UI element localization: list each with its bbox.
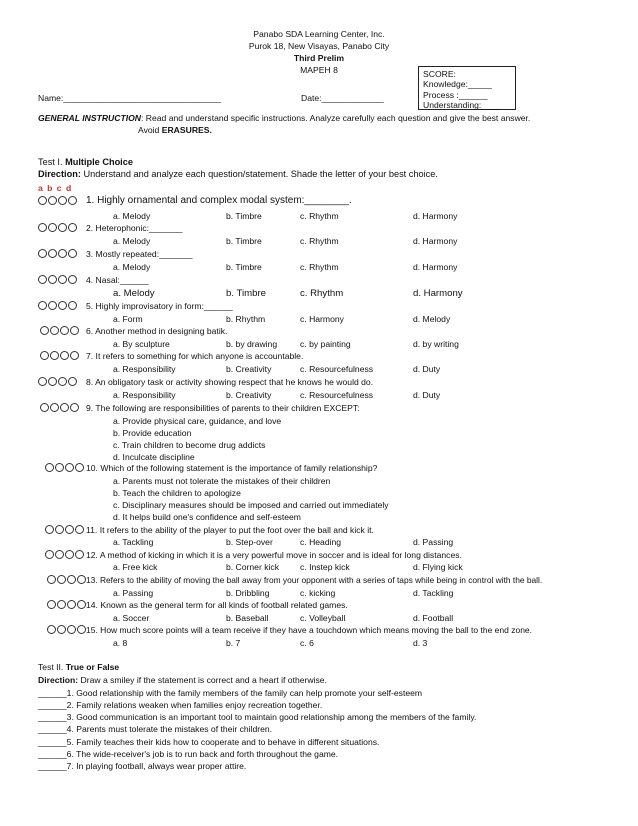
q14-choice-c: c. Volleyball bbox=[300, 613, 346, 623]
bubble-c[interactable] bbox=[65, 525, 74, 534]
q7-choice-d: d. Duty bbox=[413, 364, 441, 374]
q10-choice-b: b. Teach the children to apologize bbox=[113, 488, 241, 498]
bubble-a[interactable] bbox=[40, 403, 49, 412]
bubble-a[interactable] bbox=[38, 249, 47, 258]
answer-bubbles-4[interactable] bbox=[38, 275, 77, 284]
q7-choice-c: c. Resourcefulness bbox=[300, 364, 374, 374]
q3-choice-b: b. Timbre bbox=[226, 262, 262, 272]
question-15: 15. How much score points will a team receive if they have a touchdown which means moving the ball to the end zone. bbox=[86, 625, 533, 635]
bubble-a[interactable] bbox=[38, 196, 47, 205]
answer-bubbles-7[interactable] bbox=[40, 351, 79, 360]
test1-prefix: Test I. bbox=[38, 157, 66, 167]
question-6: 6. Another method in designing batik. bbox=[86, 326, 228, 336]
bubble-a[interactable] bbox=[40, 351, 49, 360]
q10-choice-a: a. Parents must not tolerate the mistakes of their children bbox=[113, 476, 331, 486]
school-address: Purok 18, New Visayas, Panabo City bbox=[248, 41, 390, 51]
answer-bubbles-3[interactable] bbox=[38, 249, 77, 258]
q14-choice-a: a. Soccer bbox=[113, 613, 150, 623]
answer-bubbles-15[interactable] bbox=[47, 625, 86, 634]
q15-choice-a: a. 8 bbox=[113, 638, 128, 648]
q6-choice-a: a. By sculpture bbox=[113, 339, 170, 349]
bubble-c[interactable] bbox=[65, 463, 74, 472]
bubble-d[interactable] bbox=[68, 223, 77, 232]
bubble-d[interactable] bbox=[70, 351, 79, 360]
bubble-c[interactable] bbox=[60, 326, 69, 335]
bubble-d[interactable] bbox=[77, 600, 86, 609]
q12-choice-b: b. Corner kick bbox=[226, 562, 280, 572]
q5-choice-c: c. Harmony bbox=[300, 314, 344, 324]
bubble-d[interactable] bbox=[68, 249, 77, 258]
bubble-b[interactable] bbox=[55, 525, 64, 534]
test1-direction-label: Direction: bbox=[38, 169, 81, 179]
test2-title: True or False bbox=[65, 662, 120, 672]
test1-direction-text: Understand and analyze each question/statement. Shade the letter of your best choice. bbox=[80, 169, 438, 179]
bubble-b[interactable] bbox=[48, 275, 57, 284]
q11-choice-a: a. Tackling bbox=[113, 537, 154, 547]
tf-item-7: ______7. In playing football, always wear proper attire. bbox=[38, 761, 247, 771]
bubble-a[interactable] bbox=[38, 275, 47, 284]
avoid-text: Avoid bbox=[138, 125, 162, 135]
q2-choice-c: c. Rhythm bbox=[300, 236, 339, 246]
bubble-c[interactable] bbox=[58, 223, 67, 232]
erasures-text: ERASURES. bbox=[161, 125, 212, 135]
q7-choice-a: a. Responsibility bbox=[113, 364, 176, 374]
bubble-d[interactable] bbox=[75, 463, 84, 472]
q1-choice-b: b. Timbre bbox=[226, 211, 262, 221]
answer-bubbles-9[interactable] bbox=[40, 403, 79, 412]
q6-choice-b: b. by drawing bbox=[226, 339, 278, 349]
bubble-b[interactable] bbox=[57, 600, 66, 609]
q15-choice-c: c. 6 bbox=[300, 638, 314, 648]
q9-choice-a: a. Provide physical care, guidance, and love bbox=[113, 416, 282, 426]
q8-choice-a: a. Responsibility bbox=[113, 390, 176, 400]
q6-choice-c: c. by painting bbox=[300, 339, 351, 349]
answer-bubbles-11[interactable] bbox=[45, 525, 84, 534]
tf-item-3: ______3. Good communication is an important tool to maintain good relationship among the members of the family. bbox=[38, 712, 477, 722]
answer-bubbles-12[interactable] bbox=[45, 550, 84, 559]
q7-choice-b: b. Creativity bbox=[226, 364, 272, 374]
bubble-a[interactable] bbox=[45, 463, 54, 472]
answer-letters: a b c d bbox=[38, 183, 72, 193]
bubble-d[interactable] bbox=[68, 301, 77, 310]
bubble-c[interactable] bbox=[58, 196, 67, 205]
bubble-a[interactable] bbox=[47, 600, 56, 609]
answer-bubbles-1[interactable] bbox=[38, 196, 77, 205]
score-box bbox=[418, 66, 516, 110]
q5-choice-a: a. Form bbox=[113, 314, 143, 324]
q12-choice-a: a. Free kick bbox=[113, 562, 158, 572]
subject-title: MAPEH 8 bbox=[300, 65, 338, 75]
bubble-b[interactable] bbox=[50, 403, 59, 412]
test2-direction bbox=[38, 675, 327, 685]
bubble-c[interactable] bbox=[67, 625, 76, 634]
q4-choice-c: c. Rhythm bbox=[300, 288, 344, 299]
bubble-c[interactable] bbox=[58, 275, 67, 284]
question-3: 3. Mostly repeated:_______ bbox=[86, 249, 193, 259]
bubble-d[interactable] bbox=[75, 525, 84, 534]
q9-choice-c: c. Train children to become drug addicts bbox=[113, 440, 266, 450]
bubble-a[interactable] bbox=[40, 326, 49, 335]
bubble-d[interactable] bbox=[70, 403, 79, 412]
q11-choice-b: b. Step-over bbox=[226, 537, 273, 547]
avoid-line bbox=[138, 125, 212, 135]
q14-choice-d: d. Football bbox=[413, 613, 454, 623]
q15-choice-b: b. 7 bbox=[226, 638, 241, 648]
q12-choice-c: c. Instep kick bbox=[300, 562, 350, 572]
general-instruction-label: GENERAL INSTRUCTION bbox=[38, 113, 141, 123]
answer-bubbles-14[interactable] bbox=[47, 600, 86, 609]
bubble-b[interactable] bbox=[48, 301, 57, 310]
score-process: Process :______ bbox=[423, 89, 488, 100]
q3-choice-d: d. Harmony bbox=[413, 262, 458, 272]
bubble-d[interactable] bbox=[68, 196, 77, 205]
q2-choice-a: a. Melody bbox=[113, 236, 151, 246]
question-5: 5. Highly improvisatory in form:______ bbox=[86, 301, 233, 311]
q1-choice-a: a. Melody bbox=[113, 211, 151, 221]
test2-direction-label: Direction: bbox=[38, 675, 79, 685]
bubble-c[interactable] bbox=[58, 249, 67, 258]
bubble-a[interactable] bbox=[45, 525, 54, 534]
bubble-c[interactable] bbox=[58, 301, 67, 310]
bubble-d[interactable] bbox=[75, 550, 84, 559]
q4-choice-d: d. Harmony bbox=[413, 288, 463, 299]
q4-choice-b: b. Timbre bbox=[226, 288, 266, 299]
q2-choice-b: b. Timbre bbox=[226, 236, 262, 246]
question-14: 14. Known as the general term for all kinds of football related games. bbox=[86, 600, 348, 610]
tf-item-4: ______4. Parents must tolerate the mistakes of their children. bbox=[38, 724, 273, 734]
question-7: 7. It refers to something for which anyone is accountable. bbox=[86, 351, 304, 361]
answer-bubbles-6[interactable] bbox=[40, 326, 79, 335]
test2-prefix: Test II. bbox=[38, 662, 66, 672]
name-field[interactable]: Name:_________________________________ bbox=[38, 93, 222, 103]
bubble-b[interactable] bbox=[48, 196, 57, 205]
bubble-b[interactable] bbox=[50, 351, 59, 360]
general-instruction bbox=[38, 113, 530, 123]
q10-choice-d: d. It helps build one's confidence and self-esteem bbox=[113, 512, 301, 522]
bubble-b[interactable] bbox=[50, 326, 59, 335]
q3-choice-a: a. Melody bbox=[113, 262, 151, 272]
q9-choice-d: d. Inculcate discipline bbox=[113, 452, 195, 462]
q9-choice-b: b. Provide education bbox=[113, 428, 192, 438]
question-2: 2. Heterophonic:_______ bbox=[86, 223, 183, 233]
score-title: SCORE: bbox=[423, 69, 456, 79]
tf-item-2: ______2. Family relations weaken when families enjoy recreation together. bbox=[38, 700, 323, 710]
date-field[interactable]: Date:_____________ bbox=[301, 93, 384, 103]
school-name: Panabo SDA Learning Center, Inc. bbox=[253, 29, 385, 39]
q13-choice-d: d. Tackling bbox=[413, 588, 454, 598]
answer-bubbles-2[interactable] bbox=[38, 223, 77, 232]
q14-choice-b: b. Baseball bbox=[226, 613, 269, 623]
bubble-a[interactable] bbox=[38, 301, 47, 310]
tf-item-6: ______6. The wide-receiver's job is to run back and forth throughout the game. bbox=[38, 749, 339, 759]
general-instruction-text: : Read and understand specific instructions. Analyze carefully each question and give the best answer. bbox=[140, 113, 531, 123]
q8-choice-c: c. Resourcefulness bbox=[300, 390, 374, 400]
score-understanding: Understanding:____ bbox=[423, 100, 501, 111]
bubble-d[interactable] bbox=[68, 275, 77, 284]
bubble-a[interactable] bbox=[45, 550, 54, 559]
q8-choice-b: b. Creativity bbox=[226, 390, 272, 400]
bubble-b[interactable] bbox=[55, 550, 64, 559]
bubble-b[interactable] bbox=[57, 625, 66, 634]
test2-heading bbox=[38, 662, 119, 672]
bubble-c[interactable] bbox=[60, 403, 69, 412]
bubble-a[interactable] bbox=[38, 223, 47, 232]
q1-choice-c: c. Rhythm bbox=[300, 211, 339, 221]
test1-heading bbox=[38, 157, 133, 168]
q10-choice-c: c. Disciplinary measures should be imposed and carried out immediately bbox=[113, 500, 389, 510]
q5-choice-d: d. Melody bbox=[413, 314, 451, 324]
bubble-c[interactable] bbox=[60, 351, 69, 360]
question-12: 12. A method of kicking in which it is a very powerful move in soccer and is ideal for long distances. bbox=[86, 550, 462, 560]
exam-title: Third Prelim bbox=[293, 53, 345, 63]
bubble-c[interactable] bbox=[67, 575, 76, 584]
question-13: 13. Refers to the ability of moving the ball away from your opponent with a series of taps while being in control with the ball. bbox=[86, 575, 543, 585]
q13-choice-c: c. kicking bbox=[300, 588, 336, 598]
bubble-b[interactable] bbox=[55, 463, 64, 472]
q15-choice-d: d. 3 bbox=[413, 638, 428, 648]
score-knowledge: Knowledge:_____ bbox=[423, 79, 492, 90]
question-10: 10. Which of the following statement is the importance of family relationship? bbox=[86, 463, 378, 473]
q3-choice-c: c. Rhythm bbox=[300, 262, 339, 272]
answer-bubbles-10[interactable] bbox=[45, 463, 84, 472]
bubble-d[interactable] bbox=[70, 326, 79, 335]
tf-item-1: ______1. Good relationship with the family members of the family can help promote your self-esteem bbox=[38, 688, 423, 698]
q13-choice-b: b. Dribbling bbox=[226, 588, 270, 598]
question-8: 8. An obligatory task or activity showing respect that he knows he would do. bbox=[86, 377, 374, 387]
bubble-b[interactable] bbox=[48, 223, 57, 232]
q8-choice-d: d. Duty bbox=[413, 390, 441, 400]
bubble-a[interactable] bbox=[47, 575, 56, 584]
bubble-d[interactable] bbox=[77, 575, 86, 584]
bubble-a[interactable] bbox=[47, 625, 56, 634]
answer-bubbles-13[interactable] bbox=[47, 575, 86, 584]
test2-direction-text: Draw a smiley if the statement is correct and a heart if otherwise. bbox=[78, 675, 327, 685]
test1-title: Multiple Choice bbox=[65, 157, 133, 167]
q11-choice-d: d. Passing bbox=[413, 537, 454, 547]
q5-choice-b: b. Rhythm bbox=[226, 314, 266, 324]
test1-direction bbox=[38, 169, 438, 180]
bubble-b[interactable] bbox=[48, 249, 57, 258]
q13-choice-a: a. Passing bbox=[113, 588, 154, 598]
bubble-c[interactable] bbox=[65, 550, 74, 559]
bubble-d[interactable] bbox=[68, 377, 77, 386]
bubble-b[interactable] bbox=[48, 377, 57, 386]
q4-choice-a: a. Melody bbox=[113, 288, 155, 299]
bubble-d[interactable] bbox=[77, 625, 86, 634]
bubble-c[interactable] bbox=[67, 600, 76, 609]
bubble-a[interactable] bbox=[38, 377, 47, 386]
question-9: 9. The following are responsibilities of parents to their children EXCEPT: bbox=[86, 403, 360, 413]
answer-bubbles-5[interactable] bbox=[38, 301, 77, 310]
question-1: 1. Highly ornamental and complex modal system:________. bbox=[86, 195, 352, 206]
q11-choice-c: c. Heading bbox=[300, 537, 342, 547]
tf-item-5: ______5. Family teaches their kids how to cooperate and to behave in different situations. bbox=[38, 737, 380, 747]
question-11: 11. It refers to the ability of the player to put the foot over the ball and kick it. bbox=[86, 525, 374, 535]
q6-choice-d: d. by writing bbox=[413, 339, 459, 349]
question-4: 4. Nasal:______ bbox=[86, 275, 149, 285]
q12-choice-d: d. Flying kick bbox=[413, 562, 463, 572]
q1-choice-d: d. Harmony bbox=[413, 211, 458, 221]
bubble-b[interactable] bbox=[57, 575, 66, 584]
q2-choice-d: d. Harmony bbox=[413, 236, 458, 246]
bubble-c[interactable] bbox=[58, 377, 67, 386]
answer-bubbles-8[interactable] bbox=[38, 377, 77, 386]
